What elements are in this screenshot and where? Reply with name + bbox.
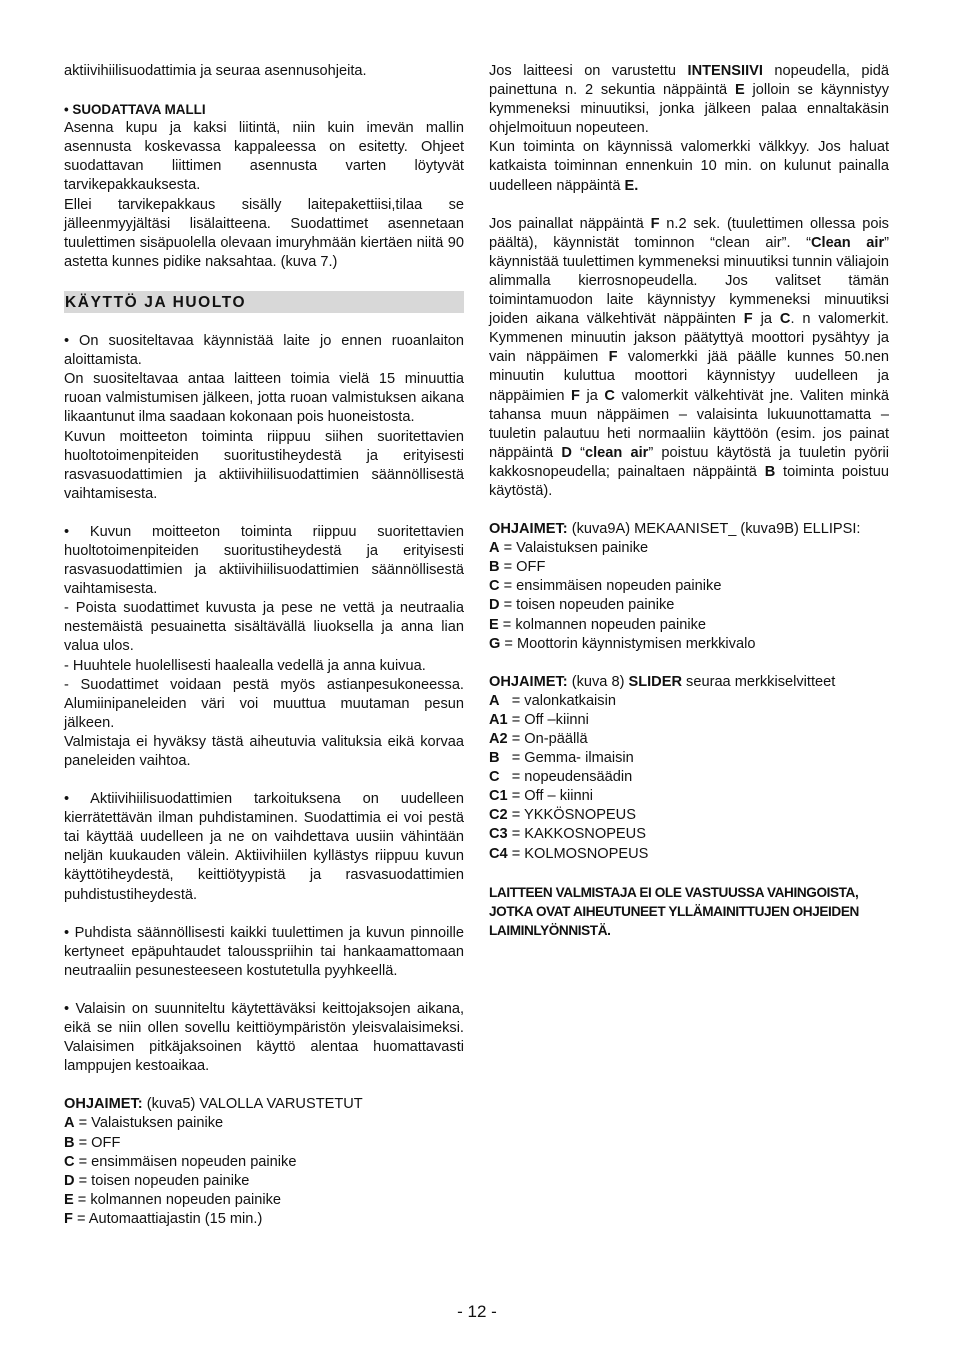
intensive-paragraph-1: Jos laitteesi on varustettu INTENSIIVI nopeudella, pidä painettuna n. 2 sekuntia näppäintä E jolloin se käynnistyy kymmeneksi minuutiksi, jonka jälkeen palaa ennaltakäsin ohjelmoituun nopeuteen. — [489, 63, 889, 137]
maintenance-paragraph-3: - Huuhtele huolellisesti haalealla vedellä ja anna kuivua. — [64, 657, 426, 674]
manufacturer-liability-warning: LAITTEEN VALMISTAJA EI OLE VASTUUSSA VAHINGOISTA, JOTKA OVAT AIHEUTUNEET YLLÄMAINITTUJEN OHJEIDEN LAIMINLYÖNNISTÄ. — [489, 884, 859, 938]
legend-item: D = toisen nopeuden painike — [64, 1172, 250, 1189]
right-column — [489, 62, 889, 940]
maintenance-paragraph-5: Valmistaja ei hyväksy tästä aiheutuvia valituksia eikä korvaa paneleiden vaihtoa. — [64, 733, 464, 769]
legend-item: C = ensimmäisen nopeuden painike — [64, 1153, 297, 1170]
legend-item: A2 = On-päällä — [489, 731, 588, 747]
controls-legend-kuva5 — [64, 1114, 464, 1229]
controls-legend-kuva9 — [489, 539, 889, 654]
legend-item: E = kolmannen nopeuden painike — [489, 616, 707, 633]
legend-item: A1 = Off –kiinni — [489, 711, 589, 728]
controls-heading-kuva5: OHJAIMET: (kuva5) VALOLLA VARUSTETUT — [64, 1096, 363, 1113]
legend-item: B = Gemma- ilmaisin — [489, 750, 634, 767]
legend-item: C = nopeudensäädin — [489, 769, 633, 786]
use-paragraph-1: • On suositeltavaa käynnistää laite jo ennen ruoanlaiton aloittamista. — [64, 333, 464, 369]
lighting-paragraph: • Valaisin on suunniteltu käytettäväksi keittojaksojen aikana, eikä se niin ollen sovellu keittiöympäristön yleisvalaisimeksi. Valaisimen pitkäjaksoinen käyttö alentaa huomattavasti lamppujen kestoaikaa. — [64, 1000, 464, 1075]
carbon-filter-paragraph: • Aktiivihiilisuodattimien tarkoituksena on uudelleen kierrätettävän ilman puhdistaminen. Suodattimia ei voi pestä tai käyttää uudelleen ja ne on vaihdettava uusiin vähintään neljän kuukauden välein. Aktiivihiilen kyllästys riippuu kuvun käyttötiheydestä, keittiötyypistä ja rasvasuodattimien puhdistustiheydestä. — [64, 791, 464, 903]
intro-text: aktiivihiilisuodattimia ja seuraa asennusohjeita. — [64, 63, 367, 79]
legend-item: C2 = YKKÖSNOPEUS — [489, 807, 636, 824]
legend-item: E = kolmannen nopeuden painike — [64, 1191, 282, 1208]
use-paragraph-3: Kuvun moitteeton toiminta riippuu siihen suoritettavien huoltotoimenpiteiden suoritustiheydestä ja erityisesti rasvasuodattimien ja aktiivihiilisuodattimien säännöllisestä vaihtamisesta. — [64, 428, 464, 502]
legend-item: C = ensimmäisen nopeuden painike — [489, 578, 722, 595]
maintenance-paragraph-4: - Suodattimet voidaan pestä myös astianpesukoneessa. Alumiinipaneleiden väri voi muuttua muutaman pesun jälkeen. — [64, 676, 464, 731]
filter-paragraph-2: Ellei tarvikepakkaus sisälly laitepakettiisi,tilaa se jälleenmyyjältäsi lisälaitteena. Suodattimet asennetaan tuulettimen sisäpuolella olevaan imuryhmään kiertäen niitä 90 astetta kunnes pidike naksahtaa. (kuva 7.) — [64, 196, 464, 270]
controls-heading-kuva8: OHJAIMET: (kuva 8) SLIDER seuraa merkkiselvitteet — [489, 673, 836, 690]
controls-heading-kuva9: OHJAIMET: (kuva9A) MEKAANISET_ (kuva9B) ELLIPSI: — [489, 521, 861, 538]
maintenance-paragraph-2: - Poista suodattimet kuvusta ja pese ne vettä ja neutraalia nestemäistä pesuainetta sisältävällä liuoksella ja anna lian valua ulos. — [64, 600, 464, 655]
page-number: - 12 - — [457, 1302, 497, 1321]
legend-item: C1 = Off – kiinni — [489, 788, 593, 805]
filter-model-heading: • SUODATTAVA MALLI — [64, 102, 206, 118]
legend-item: C4 = KOLMOSNOPEUS — [489, 845, 649, 862]
cleaning-paragraph: • Puhdista säännöllisesti kaikki tuulettimen ja kuvun pinnoille kertyneet epäpuhtaudet talousspriihin tai hankaamattomaan neutraaliin pesunesteeseen kostutetulla pyyhkeellä. — [64, 924, 464, 979]
intensive-paragraph-2: Kun toiminta on käynnissä valomerkki välkkyy. Jos haluat katkaista toiminnan ennenkuin 10 min. on kulunut painalla uudelleen näppäintä E. — [489, 139, 889, 194]
legend-item: F = Automaattiajastin (15 min.) — [64, 1210, 263, 1227]
legend-item: A = Valaistuksen painike — [64, 1115, 224, 1132]
clean-air-paragraph: Jos painallat näppäintä F n.2 sek. (tuulettimen ollessa pois päältä), käynnistät tominnon “clean air”. “Clean air” käynnistää tuulettimen kymmeneksi minuutiksi tunnin väliajoin alimmalla kierrosnopeudella. Jos valitset tämän toimintamuodon laite käynnistyy kymmeneksi minuutiksi joiden aikana välkehtivät näppäinten F ja C. n valomerkit. Kymmenen minuutin jakson päätyttyä moottori pysähtyy ja vain näppäimen F valomerkki jää päälle kunnes 50.nen minuutin kuluttua moottori käynnistyy uudelleen ja näppäimien F ja C valomerkit välkehtivät jne. Valiten minkä tahansa muun näppäimen – valaisinta lukuunottamatta – tuuletin palautuu heti normaaliin käyttöön (esim. jos painat näppäintä D “clean air” poistuu käytöstä ja tuuletin pyörii kakkosnopeudella; painaltaen näppäintä B toiminta poistuu käytöstä). — [489, 215, 890, 499]
filter-paragraph-1: Asenna kupu ja kaksi liitintä, niin kuin imevän mallin asennusta koskevassa kappaleessa on esitetty. Ohjeet suodattavan liittimen asennusta varten löytyvät tarvikepakkauksesta. — [64, 120, 464, 194]
legend-item: B = OFF — [64, 1134, 121, 1151]
maintenance-paragraph-1: • Kuvun moitteeton toiminta riippuu suoritettavien huoltotoimenpiteiden suoritustiheydestä ja erityisesti rasvasuodattimien ja aktiivihiilisuodattimien säännöllisestä vaihtamisesta. — [64, 523, 464, 598]
legend-item: B = OFF — [489, 559, 546, 576]
use-paragraph-2: On suositeltavaa antaa laitteen toimia vielä 15 minuuttia ruoan valmistumisen jälkeen, jotta ruoan valmistuksen aikana likaantunut ilma saadaan kokonaan pois huoneistosta. — [64, 371, 464, 426]
controls-legend-kuva8 — [489, 692, 889, 864]
legend-item: G = Moottorin käynnistymisen merkkivalo — [489, 635, 756, 652]
legend-item: D = toisen nopeuden painike — [489, 597, 675, 614]
legend-item: C3 = KAKKOSNOPEUS — [489, 826, 646, 843]
section-title-use-maintenance: KÄYTTÖ JA HUOLTO — [64, 291, 464, 313]
legend-item: A = valonkatkaisin — [489, 692, 616, 709]
left-column — [64, 62, 464, 1229]
legend-item: A = Valaistuksen painike — [489, 540, 649, 557]
